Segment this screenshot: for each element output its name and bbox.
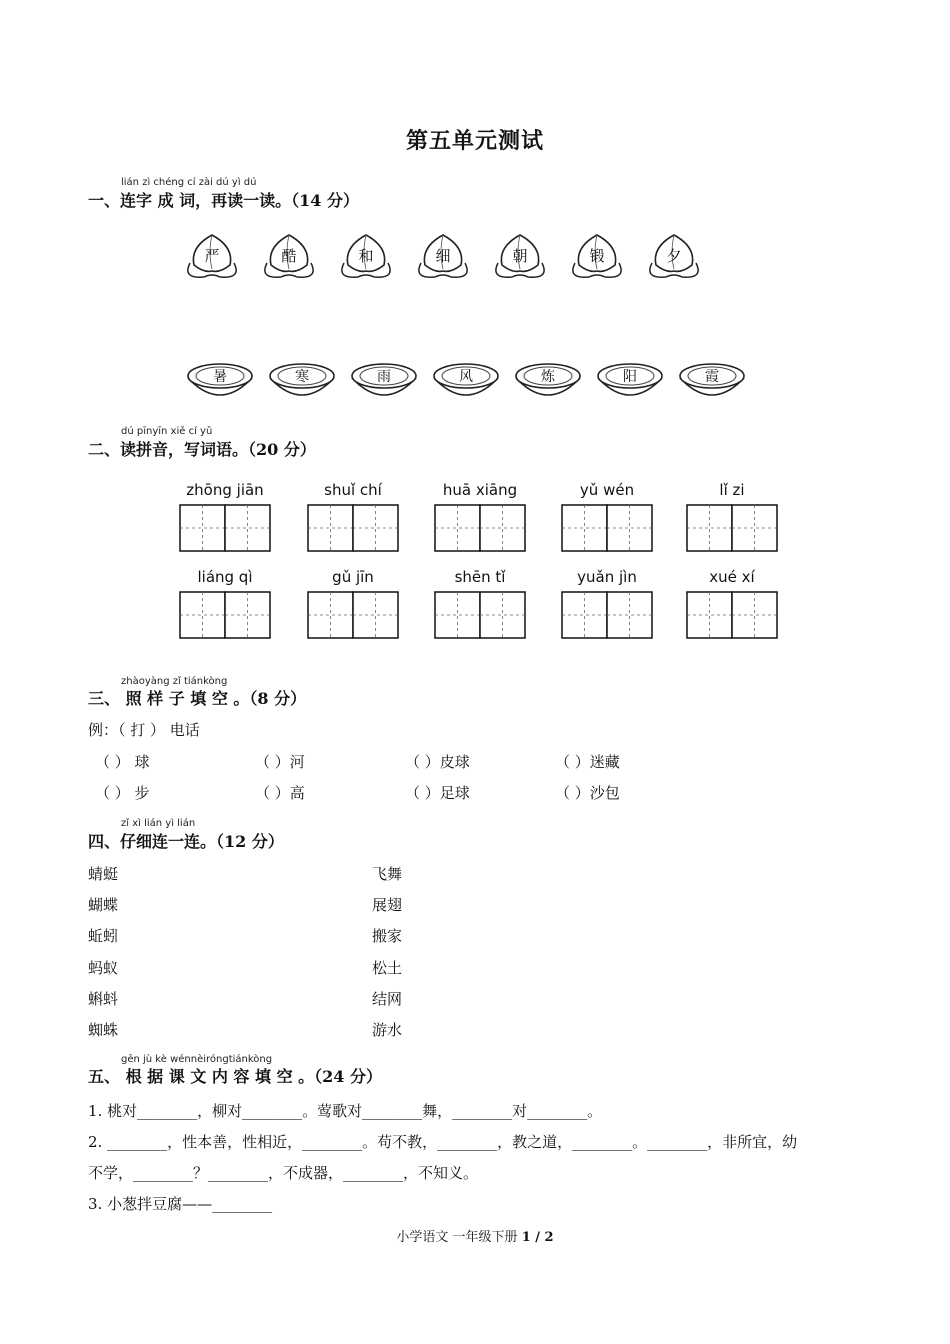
- page-number: 1 / 2: [521, 1230, 554, 1245]
- fill-item: （ ） 球: [95, 753, 150, 771]
- bowl-char: 暑: [213, 369, 227, 385]
- fill-line-4: 3. 小葱拌豆腐——________: [88, 1195, 273, 1213]
- peach-char: 锻: [589, 247, 605, 265]
- match-right-item: 展翅: [372, 896, 403, 914]
- peach-card: [496, 235, 544, 277]
- peach-card: [265, 235, 313, 277]
- fill-line-1: 1. 桃对________，柳对________。莺歌对________舞，________对________。: [88, 1102, 603, 1120]
- word-grid: [180, 568, 270, 638]
- peach-char: 朝: [512, 247, 528, 265]
- peach-char: 酷: [281, 247, 297, 265]
- section2-figure: [170, 475, 810, 655]
- fill-item: （ ）足球: [405, 784, 470, 802]
- bowl-char: 阳: [623, 369, 637, 385]
- grid-pinyin: gǔ jīn: [332, 568, 374, 586]
- section1-figure: [150, 215, 790, 415]
- match-left-item: 蝌蚪: [88, 990, 119, 1008]
- fill-item: （ ）迷藏: [555, 753, 620, 771]
- fill-item: （ ）高: [255, 784, 305, 802]
- footer-text: 小学语文 一年级下册: [396, 1230, 522, 1245]
- page-footer: [0, 1226, 950, 1245]
- bowl-card: [270, 364, 334, 395]
- grid-pinyin: yǔ wén: [579, 481, 635, 499]
- fill-item: （ ）沙包: [555, 784, 620, 802]
- bowl-char: 霞: [705, 369, 719, 385]
- peach-card: [419, 235, 467, 277]
- word-grid: [687, 481, 777, 551]
- section2-heading: 二、读拼音，写词语。（20 分）: [88, 440, 316, 459]
- word-grid: [562, 568, 652, 638]
- bowl-char: 炼: [541, 369, 555, 385]
- section3-heading: 三、 照 样 子 填 空 。（8 分）: [88, 689, 307, 708]
- section4-heading: 四、仔细连一连。（12 分）: [88, 832, 284, 851]
- bowl-card: [352, 364, 416, 395]
- bowl-char: 风: [459, 369, 473, 385]
- grid-pinyin: zhōng jiān: [186, 481, 264, 499]
- match-right-item: 松土: [372, 959, 403, 977]
- grid-pinyin: lǐ zi: [719, 481, 745, 499]
- section4-pinyin: zǐ xì lián yì lián: [121, 818, 196, 829]
- grid-pinyin: shēn tǐ: [454, 568, 506, 586]
- grid-pinyin: shuǐ chí: [324, 481, 382, 499]
- bowl-row: [188, 364, 744, 395]
- word-grid: [308, 481, 398, 551]
- match-left-item: 蜘蛛: [88, 1021, 119, 1039]
- page-title: 第五单元测试: [405, 128, 544, 154]
- match-right-item: 游水: [372, 1021, 403, 1039]
- fill-line-2: 2. ________，性本善，性相近，________。苟不教，________，教之道，________。________，非所宜，幼: [88, 1133, 798, 1151]
- tianzige-grids: [180, 481, 777, 638]
- fill-line-3: 不学，________？________，不成器，________，不知义。: [88, 1164, 479, 1182]
- peach-card: [342, 235, 390, 277]
- section2-pinyin: dú pīnyīn xiě cí yǔ: [121, 426, 213, 437]
- section3-pinyin: zhàoyàng zǐ tiánkòng: [121, 676, 228, 687]
- bowl-char: 寒: [295, 369, 309, 385]
- match-left-item: 蚯蚓: [88, 927, 119, 945]
- section3-example: 例：（ 打 ） 电话: [88, 721, 200, 739]
- peach-card: [650, 235, 698, 277]
- section5-pinyin: gēn jù kè wénnèiróngtiánkòng: [121, 1054, 273, 1065]
- bowl-card: [188, 364, 252, 395]
- peach-card: [573, 235, 621, 277]
- match-right-item: 飞舞: [372, 865, 403, 883]
- bowl-char: 雨: [377, 369, 391, 385]
- peach-char: 细: [435, 247, 451, 265]
- fill-item: （ ）皮球: [405, 753, 470, 771]
- match-left-item: 蚂蚁: [88, 959, 119, 977]
- grid-pinyin: huā xiāng: [442, 481, 518, 499]
- match-left-item: 蝴蝶: [88, 896, 119, 914]
- bowl-card: [516, 364, 580, 395]
- bowl-card: [434, 364, 498, 395]
- match-right-item: 搬家: [372, 927, 403, 945]
- grid-pinyin: liáng qì: [197, 568, 253, 586]
- match-right-item: 结网: [372, 990, 403, 1008]
- section5-heading: 五、 根 据 课 文 内 容 填 空 。（24 分）: [88, 1067, 382, 1086]
- peach-char: 夕: [666, 247, 682, 265]
- bowl-card: [598, 364, 662, 395]
- peach-row: [188, 235, 698, 277]
- fill-item: （ ） 步: [95, 784, 150, 802]
- peach-char: 严: [204, 247, 220, 265]
- section1-pinyin: lián zì chéng cí zài dú yì dú: [121, 177, 257, 188]
- match-left-item: 蜻蜓: [88, 865, 119, 883]
- fill-item: （ ）河: [255, 753, 305, 771]
- word-grid: [435, 481, 525, 551]
- word-grid: [308, 568, 398, 638]
- grid-pinyin: yuǎn jìn: [577, 568, 637, 586]
- word-grid: [180, 481, 270, 551]
- grid-pinyin: xué xí: [709, 568, 755, 586]
- peach-card: [188, 235, 236, 277]
- word-grid: [435, 568, 525, 638]
- word-grid: [687, 568, 777, 638]
- peach-char: 和: [358, 247, 374, 265]
- section1-heading: 一、连字 成 词，再读一读。（14 分）: [88, 191, 359, 210]
- word-grid: [562, 481, 652, 551]
- bowl-card: [680, 364, 744, 395]
